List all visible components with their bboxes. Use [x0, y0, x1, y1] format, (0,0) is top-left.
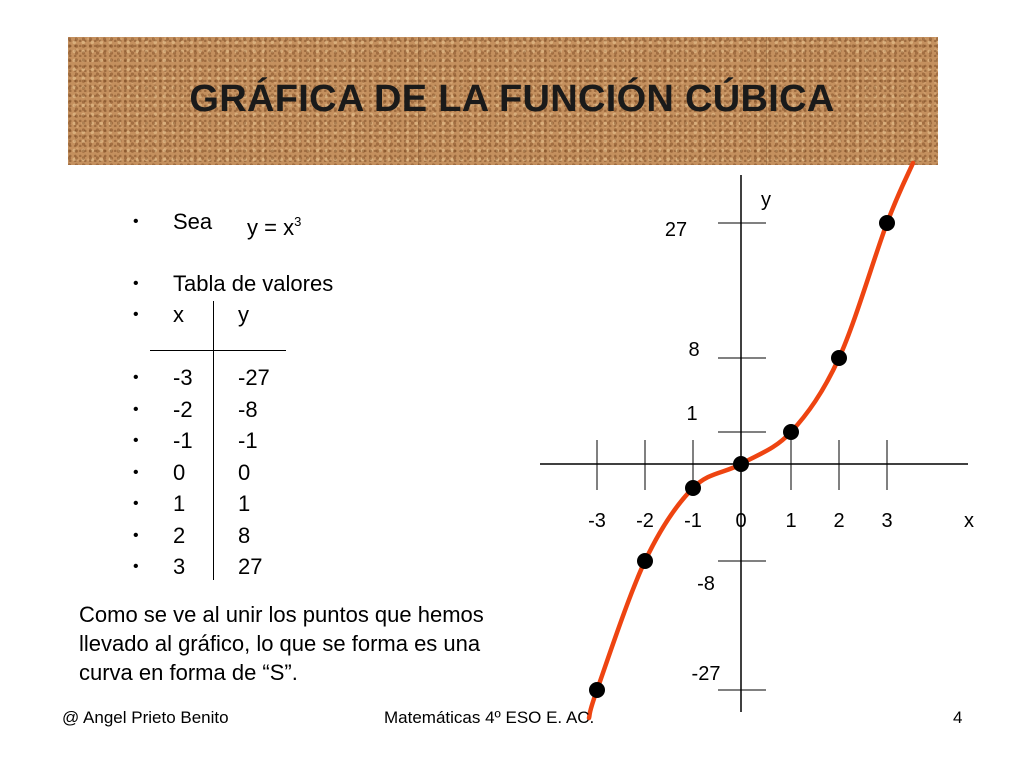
table-cell-x: 2 [173, 522, 186, 548]
data-point [589, 682, 605, 698]
table-cell-y: 0 [238, 459, 251, 485]
table-cell-x: -1 [173, 428, 193, 453]
bullet-dot: • [133, 400, 139, 418]
table-cell-x: -3 [173, 365, 193, 390]
bullet-dot: • [133, 432, 139, 449]
x-tick-label: -3 [588, 510, 606, 532]
bullet-dot: • [133, 306, 139, 323]
bullet-dot: • [133, 369, 139, 386]
bullet-dot: • [133, 213, 139, 230]
footer-course: Matemáticas 4º ESO E. AC. [384, 708, 595, 727]
bullet-dot: • [133, 495, 139, 512]
y-tick-label: 8 [688, 339, 700, 361]
y-tick-label: 1 [686, 403, 698, 425]
x-tick-label: -2 [636, 510, 654, 532]
table-header-y: y [238, 302, 249, 327]
table-cell-y: 1 [238, 491, 251, 516]
y-tick-label: 27 [664, 219, 688, 241]
table-cell-x: -2 [173, 396, 193, 422]
sea-exponent: 3 [294, 214, 302, 229]
footer-author: @ Angel Prieto Benito [62, 708, 229, 727]
data-point [831, 350, 847, 366]
x-tick-label: 2 [833, 510, 845, 532]
footer-page-number: 4 [953, 708, 963, 727]
cubic-curve [589, 163, 913, 718]
data-point [637, 553, 653, 569]
tabla-label: Tabla de valores [173, 271, 334, 296]
table-cell-y: -1 [238, 428, 258, 453]
table-cell-y: -8 [238, 396, 258, 422]
data-point [783, 424, 799, 440]
sea-label: Sea [173, 209, 213, 234]
sea-formula-base: y = x [247, 215, 295, 240]
x-tick-label: 3 [881, 510, 893, 532]
table-cell-y: -27 [238, 365, 270, 390]
table-cell-x: 3 [173, 554, 186, 579]
y-tick-label: -8 [697, 573, 715, 595]
y-tick-label: -27 [691, 663, 721, 685]
bullet-dot: • [133, 463, 139, 481]
table-cell-y: 8 [238, 522, 251, 548]
table-cell-x: 1 [173, 491, 186, 516]
data-point [879, 215, 895, 231]
bullet-dot: • [133, 275, 139, 292]
table-header-x: x [173, 302, 184, 327]
data-point [733, 456, 749, 472]
data-point [685, 480, 701, 496]
x-tick-label: -1 [684, 510, 702, 532]
explanation-note: Como se ve al unir los puntos que hemos llevado al gráfico, lo que se forma es una curva en forma de “S”. [79, 602, 484, 685]
x-tick-label: 0 [735, 510, 747, 532]
bullet-dot: • [133, 558, 139, 575]
x-axis-label: x [964, 510, 974, 532]
table-cell-x: 0 [173, 459, 186, 485]
table-cell-y: 27 [238, 554, 263, 579]
bullet-dot: • [133, 526, 139, 544]
x-tick-label: 1 [785, 510, 797, 532]
y-axis-label: y [761, 189, 771, 211]
slide-title: GRÁFICA DE LA FUNCIÓN CÚBICA [189, 78, 835, 120]
